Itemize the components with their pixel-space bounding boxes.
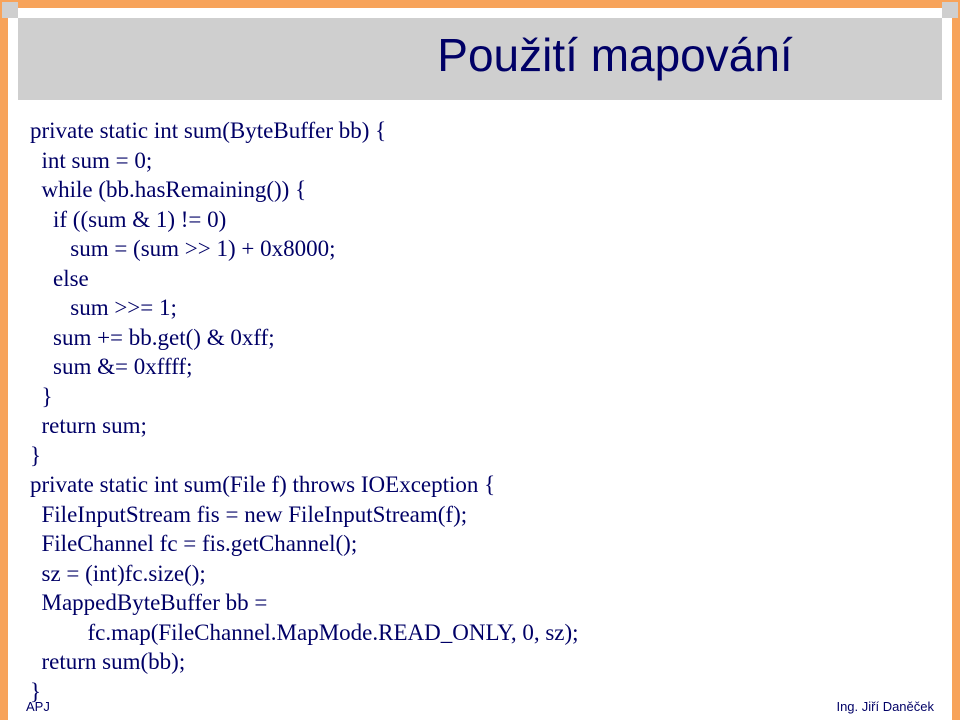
code-line: fc.map(FileChannel.MapMode.READ_ONLY, 0, sz); [30, 619, 579, 645]
code-line: MappedByteBuffer bb = [30, 590, 268, 615]
code-line: FileChannel fc = fis.getChannel(); [30, 531, 358, 556]
slide-title [0, 28, 960, 82]
code-line: sum &= 0xffff; [30, 354, 193, 379]
code-line: if ((sum & 1) != 0) [30, 206, 227, 232]
corner-square-top-right [942, 2, 958, 18]
code-line: } [30, 383, 53, 409]
code-line: sz = (int)fc.size(); [30, 560, 206, 586]
code-block [30, 116, 579, 706]
code-line: return sum(bb); [30, 649, 186, 674]
code-line: int sum = 0; [30, 147, 153, 173]
code-line: } [30, 442, 42, 468]
code-line: private static int sum(ByteBuffer bb) { [30, 118, 387, 143]
code-line: private static int sum(File f) throws IOException { [30, 472, 496, 497]
code-line: return sum; [30, 413, 147, 438]
code-line: sum += bb.get() & 0xff; [30, 324, 275, 350]
code-line: } [30, 678, 42, 704]
footer-course-label: APJ [26, 699, 50, 714]
corner-square-top-left [2, 2, 18, 18]
code-line: while (bb.hasRemaining()) { [30, 177, 307, 202]
code-line: sum >>= 1; [30, 295, 177, 320]
slide-title-text: Použití mapování [437, 29, 793, 81]
code-line: FileInputStream fis = new FileInputStream(f); [30, 501, 468, 527]
code-line: sum = (sum >> 1) + 0x8000; [30, 236, 336, 261]
code-line: else [30, 265, 89, 291]
footer-author: Ing. Jiří Daněček [836, 699, 934, 714]
